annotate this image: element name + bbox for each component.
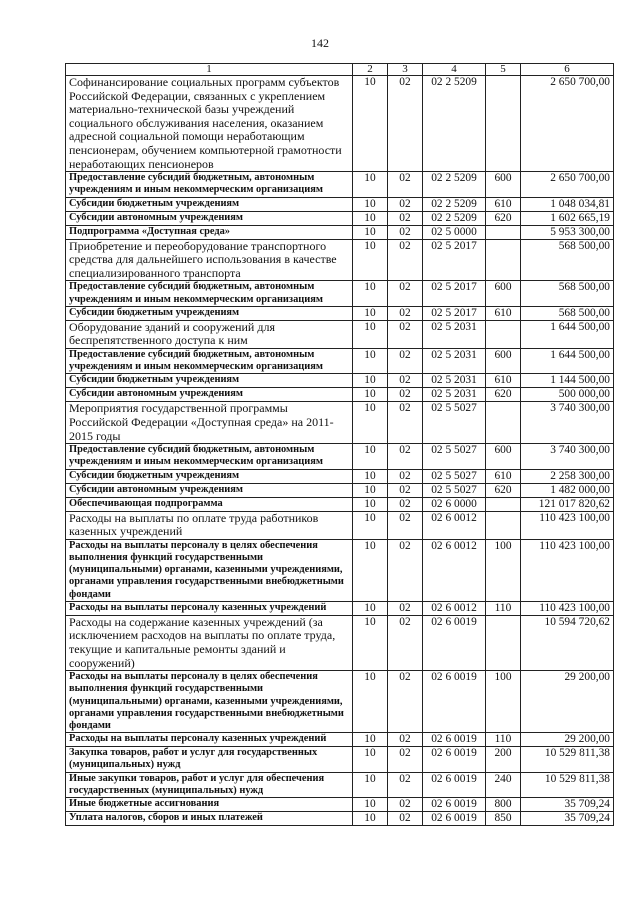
item-name-cell: Расходы на выплаты персоналу казенных учреждений	[66, 601, 353, 615]
expense-type-cell	[486, 511, 521, 539]
subsection-cell: 02	[388, 320, 423, 348]
target-article-cell: 02 5 0000	[423, 225, 486, 239]
amount-cell: 568 500,00	[521, 239, 614, 281]
target-article-cell: 02 2 5209	[423, 197, 486, 211]
section-cell: 10	[353, 733, 388, 747]
item-name-cell: Субсидии автономным учреждениям	[66, 388, 353, 402]
expense-type-cell: 240	[486, 772, 521, 797]
item-name-cell: Закупка товаров, работ и услуг для государственных (муниципальных) нужд	[66, 747, 353, 772]
target-article-cell: 02 5 2017	[423, 281, 486, 306]
amount-cell: 1 048 034,81	[521, 197, 614, 211]
subsection-cell: 02	[388, 374, 423, 388]
section-cell: 10	[353, 306, 388, 320]
item-name-cell: Расходы на выплаты персоналу казенных учреждений	[66, 733, 353, 747]
subsection-cell: 02	[388, 306, 423, 320]
table-row	[66, 539, 614, 601]
table-row	[66, 374, 614, 388]
section-cell: 10	[353, 469, 388, 483]
item-name-cell: Предоставление субсидий бюджетным, автономным учреждениям и иным некоммерческим организациям	[66, 172, 353, 197]
target-article-cell: 02 6 0019	[423, 797, 486, 811]
table-row	[66, 76, 614, 172]
table-row	[66, 281, 614, 306]
subsection-cell: 02	[388, 348, 423, 373]
table-row	[66, 172, 614, 197]
subsection-cell: 02	[388, 483, 423, 497]
target-article-cell: 02 6 0019	[423, 671, 486, 733]
table-row	[66, 320, 614, 348]
section-cell: 10	[353, 671, 388, 733]
target-article-cell: 02 2 5209	[423, 76, 486, 172]
table-row	[66, 211, 614, 225]
expense-type-cell: 600	[486, 281, 521, 306]
target-article-cell: 02 2 5209	[423, 172, 486, 197]
section-cell: 10	[353, 172, 388, 197]
amount-cell: 121 017 820,62	[521, 497, 614, 511]
amount-cell: 568 500,00	[521, 306, 614, 320]
section-cell: 10	[353, 197, 388, 211]
expense-type-cell	[486, 615, 521, 670]
target-article-cell: 02 5 2031	[423, 348, 486, 373]
expense-type-cell: 800	[486, 797, 521, 811]
subsection-cell: 02	[388, 601, 423, 615]
amount-cell: 1 144 500,00	[521, 374, 614, 388]
section-cell: 10	[353, 811, 388, 825]
expense-type-cell: 100	[486, 671, 521, 733]
target-article-cell: 02 2 5209	[423, 211, 486, 225]
subsection-cell: 02	[388, 76, 423, 172]
table-row	[66, 511, 614, 539]
subsection-cell: 02	[388, 733, 423, 747]
table-row	[66, 772, 614, 797]
section-cell: 10	[353, 483, 388, 497]
target-article-cell: 02 5 5027	[423, 444, 486, 469]
amount-cell: 110 423 100,00	[521, 511, 614, 539]
expense-type-cell	[486, 76, 521, 172]
target-article-cell: 02 5 5027	[423, 402, 486, 444]
amount-cell: 1 644 500,00	[521, 320, 614, 348]
amount-cell: 35 709,24	[521, 811, 614, 825]
section-cell: 10	[353, 374, 388, 388]
target-article-cell: 02 6 0012	[423, 511, 486, 539]
subsection-cell: 02	[388, 772, 423, 797]
table-row	[66, 444, 614, 469]
expense-type-cell: 200	[486, 747, 521, 772]
amount-cell: 1 602 665,19	[521, 211, 614, 225]
item-name-cell: Субсидии автономным учреждениям	[66, 483, 353, 497]
target-article-cell: 02 5 2017	[423, 239, 486, 281]
item-name-cell: Обеспечивающая подпрограмма	[66, 497, 353, 511]
budget-table	[65, 63, 614, 826]
section-cell: 10	[353, 497, 388, 511]
section-cell: 10	[353, 539, 388, 601]
expense-type-cell	[486, 497, 521, 511]
target-article-cell: 02 6 0019	[423, 615, 486, 670]
expense-type-cell: 600	[486, 444, 521, 469]
amount-cell: 29 200,00	[521, 671, 614, 733]
table-row	[66, 797, 614, 811]
item-name-cell: Субсидии бюджетным учреждениям	[66, 374, 353, 388]
expense-type-cell: 610	[486, 197, 521, 211]
item-name-cell: Мероприятия государственной программы Российской Федерации «Доступная среда» на 2011-2015 годы	[66, 402, 353, 444]
subsection-cell: 02	[388, 511, 423, 539]
table-row	[66, 402, 614, 444]
amount-cell: 3 740 300,00	[521, 444, 614, 469]
section-cell: 10	[353, 348, 388, 373]
item-name-cell: Расходы на выплаты по оплате труда работников казенных учреждений	[66, 511, 353, 539]
header-cell: 6	[521, 64, 614, 76]
section-cell: 10	[353, 511, 388, 539]
table-row	[66, 306, 614, 320]
target-article-cell: 02 6 0019	[423, 733, 486, 747]
expense-type-cell: 620	[486, 388, 521, 402]
subsection-cell: 02	[388, 239, 423, 281]
amount-cell: 2 650 700,00	[521, 172, 614, 197]
item-name-cell: Оборудование зданий и сооружений для беспрепятственного доступа к ним	[66, 320, 353, 348]
item-name-cell: Расходы на содержание казенных учреждений (за исключением расходов на выплаты по оплате труда, текущие и капитальные ремонты зданий и сооружений)	[66, 615, 353, 670]
page-number: 142	[311, 36, 329, 50]
target-article-cell: 02 6 0000	[423, 497, 486, 511]
amount-cell: 10 529 811,38	[521, 772, 614, 797]
expense-type-cell: 620	[486, 211, 521, 225]
amount-cell: 110 423 100,00	[521, 539, 614, 601]
table-row	[66, 225, 614, 239]
item-name-cell: Предоставление субсидий бюджетным, автономным учреждениям и иным некоммерческим организациям	[66, 348, 353, 373]
item-name-cell: Предоставление субсидий бюджетным, автономным учреждениям и иным некоммерческим организациям	[66, 444, 353, 469]
subsection-cell: 02	[388, 197, 423, 211]
section-cell: 10	[353, 320, 388, 348]
table-row	[66, 197, 614, 211]
item-name-cell: Субсидии бюджетным учреждениям	[66, 469, 353, 483]
item-name-cell: Расходы на выплаты персоналу в целях обеспечения выполнения функций государственными (муниципальными) органами, казенными учреждениями, органами управления государственными внебюджетными фондами	[66, 539, 353, 601]
section-cell: 10	[353, 615, 388, 670]
subsection-cell: 02	[388, 671, 423, 733]
section-cell: 10	[353, 76, 388, 172]
subsection-cell: 02	[388, 497, 423, 511]
target-article-cell: 02 6 0012	[423, 539, 486, 601]
target-article-cell: 02 5 5027	[423, 483, 486, 497]
table-row	[66, 615, 614, 670]
table-row	[66, 747, 614, 772]
item-name-cell: Иные бюджетные ассигнования	[66, 797, 353, 811]
table-row	[66, 483, 614, 497]
amount-cell: 500 000,00	[521, 388, 614, 402]
amount-cell: 2 258 300,00	[521, 469, 614, 483]
amount-cell: 3 740 300,00	[521, 402, 614, 444]
target-article-cell: 02 6 0019	[423, 811, 486, 825]
item-name-cell: Приобретение и переоборудование транспортного средства для дальнейшего использования в качестве специализированного транспорта	[66, 239, 353, 281]
expense-type-cell: 610	[486, 306, 521, 320]
section-cell: 10	[353, 402, 388, 444]
amount-cell: 5 953 300,00	[521, 225, 614, 239]
table-row	[66, 601, 614, 615]
subsection-cell: 02	[388, 444, 423, 469]
subsection-cell: 02	[388, 225, 423, 239]
expense-type-cell	[486, 225, 521, 239]
amount-cell: 1 482 000,00	[521, 483, 614, 497]
section-cell: 10	[353, 281, 388, 306]
header-cell: 2	[353, 64, 388, 76]
expense-type-cell: 100	[486, 539, 521, 601]
expense-type-cell	[486, 320, 521, 348]
expense-type-cell	[486, 239, 521, 281]
table-row	[66, 671, 614, 733]
subsection-cell: 02	[388, 811, 423, 825]
subsection-cell: 02	[388, 281, 423, 306]
subsection-cell: 02	[388, 539, 423, 601]
target-article-cell: 02 5 2017	[423, 306, 486, 320]
amount-cell: 110 423 100,00	[521, 601, 614, 615]
expense-type-cell: 600	[486, 348, 521, 373]
subsection-cell: 02	[388, 211, 423, 225]
section-cell: 10	[353, 211, 388, 225]
subsection-cell: 02	[388, 388, 423, 402]
expense-type-cell: 110	[486, 733, 521, 747]
header-cell: 1	[66, 64, 353, 76]
item-name-cell: Расходы на выплаты персоналу в целях обеспечения выполнения функций государственными (муниципальными) органами, казенными учреждениями, органами управления государственными внебюджетными фондами	[66, 671, 353, 733]
amount-cell: 2 650 700,00	[521, 76, 614, 172]
amount-cell: 568 500,00	[521, 281, 614, 306]
table-row	[66, 239, 614, 281]
subsection-cell: 02	[388, 172, 423, 197]
section-cell: 10	[353, 239, 388, 281]
amount-cell: 1 644 500,00	[521, 348, 614, 373]
target-article-cell: 02 5 5027	[423, 469, 486, 483]
section-cell: 10	[353, 388, 388, 402]
amount-cell: 35 709,24	[521, 797, 614, 811]
subsection-cell: 02	[388, 615, 423, 670]
table-row	[66, 811, 614, 825]
item-name-cell: Уплата налогов, сборов и иных платежей	[66, 811, 353, 825]
table-row	[66, 497, 614, 511]
subsection-cell: 02	[388, 402, 423, 444]
table-row	[66, 469, 614, 483]
amount-cell: 10 529 811,38	[521, 747, 614, 772]
expense-type-cell: 600	[486, 172, 521, 197]
expense-type-cell: 610	[486, 469, 521, 483]
subsection-cell: 02	[388, 797, 423, 811]
item-name-cell: Субсидии бюджетным учреждениям	[66, 306, 353, 320]
target-article-cell: 02 6 0012	[423, 601, 486, 615]
header-row	[66, 64, 614, 76]
target-article-cell: 02 6 0019	[423, 747, 486, 772]
section-cell: 10	[353, 225, 388, 239]
amount-cell: 29 200,00	[521, 733, 614, 747]
target-article-cell: 02 5 2031	[423, 320, 486, 348]
target-article-cell: 02 5 2031	[423, 374, 486, 388]
header-cell: 5	[486, 64, 521, 76]
expense-type-cell: 610	[486, 374, 521, 388]
item-name-cell: Субсидии бюджетным учреждениям	[66, 197, 353, 211]
expense-type-cell	[486, 402, 521, 444]
expense-type-cell: 620	[486, 483, 521, 497]
header-cell: 3	[388, 64, 423, 76]
expense-type-cell: 110	[486, 601, 521, 615]
section-cell: 10	[353, 601, 388, 615]
section-cell: 10	[353, 797, 388, 811]
item-name-cell: Предоставление субсидий бюджетным, автономным учреждениям и иным некоммерческим организациям	[66, 281, 353, 306]
target-article-cell: 02 6 0019	[423, 772, 486, 797]
section-cell: 10	[353, 747, 388, 772]
item-name-cell: Софинансирование социальных программ субъектов Российской Федерации, связанных с укреплением материально-технической базы учреждений социального обслуживания населения, оказанием адресной социальной помощи неработающим пенсионерам, обучением компьютерной грамотности неработающих пенсионеров	[66, 76, 353, 172]
subsection-cell: 02	[388, 469, 423, 483]
item-name-cell: Подпрограмма «Доступная среда»	[66, 225, 353, 239]
target-article-cell: 02 5 2031	[423, 388, 486, 402]
item-name-cell: Субсидии автономным учреждениям	[66, 211, 353, 225]
subsection-cell: 02	[388, 747, 423, 772]
item-name-cell: Иные закупки товаров, работ и услуг для обеспечения государственных (муниципальных) нужд	[66, 772, 353, 797]
table-row	[66, 388, 614, 402]
amount-cell: 10 594 720,62	[521, 615, 614, 670]
header-cell: 4	[423, 64, 486, 76]
table-row	[66, 733, 614, 747]
section-cell: 10	[353, 444, 388, 469]
section-cell: 10	[353, 772, 388, 797]
expense-type-cell: 850	[486, 811, 521, 825]
table-row	[66, 348, 614, 373]
